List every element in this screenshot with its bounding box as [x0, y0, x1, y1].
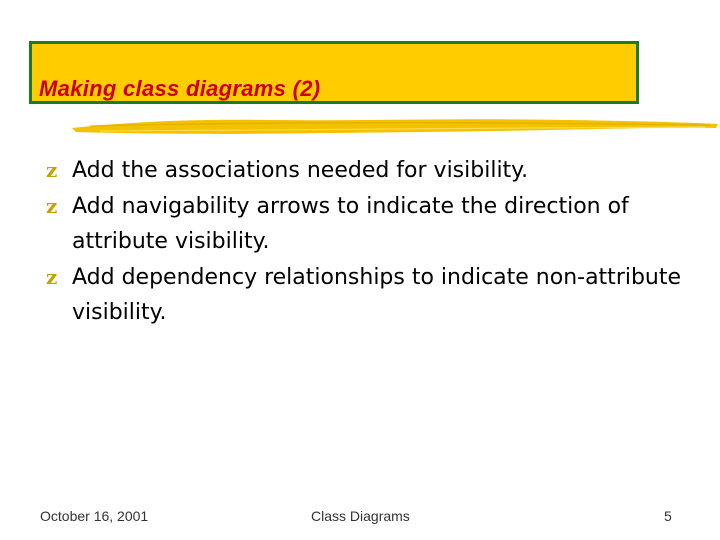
slide-title: Making class diagrams (2)	[39, 76, 321, 101]
list-item	[46, 260, 686, 331]
title-box	[29, 41, 639, 104]
footer-title: Class Diagrams	[311, 508, 410, 524]
bullet-text: Add the associations needed for visibility.	[72, 158, 529, 183]
page-number: 5	[664, 508, 672, 524]
bullet-marker: z	[46, 193, 58, 218]
bullet-list	[46, 153, 686, 331]
bullet-text: Add dependency relationships to indicate non-attribute visibility.	[72, 264, 682, 325]
brush-stroke-divider	[70, 112, 720, 140]
bullet-marker: z	[46, 158, 58, 182]
bullet-marker: z	[46, 264, 58, 289]
footer-date: October 16, 2001	[40, 508, 149, 524]
bullet-text: Add navigability arrows to indicate the direction of attribute visibility.	[72, 193, 629, 254]
list-item	[46, 189, 686, 260]
list-item	[46, 153, 686, 189]
